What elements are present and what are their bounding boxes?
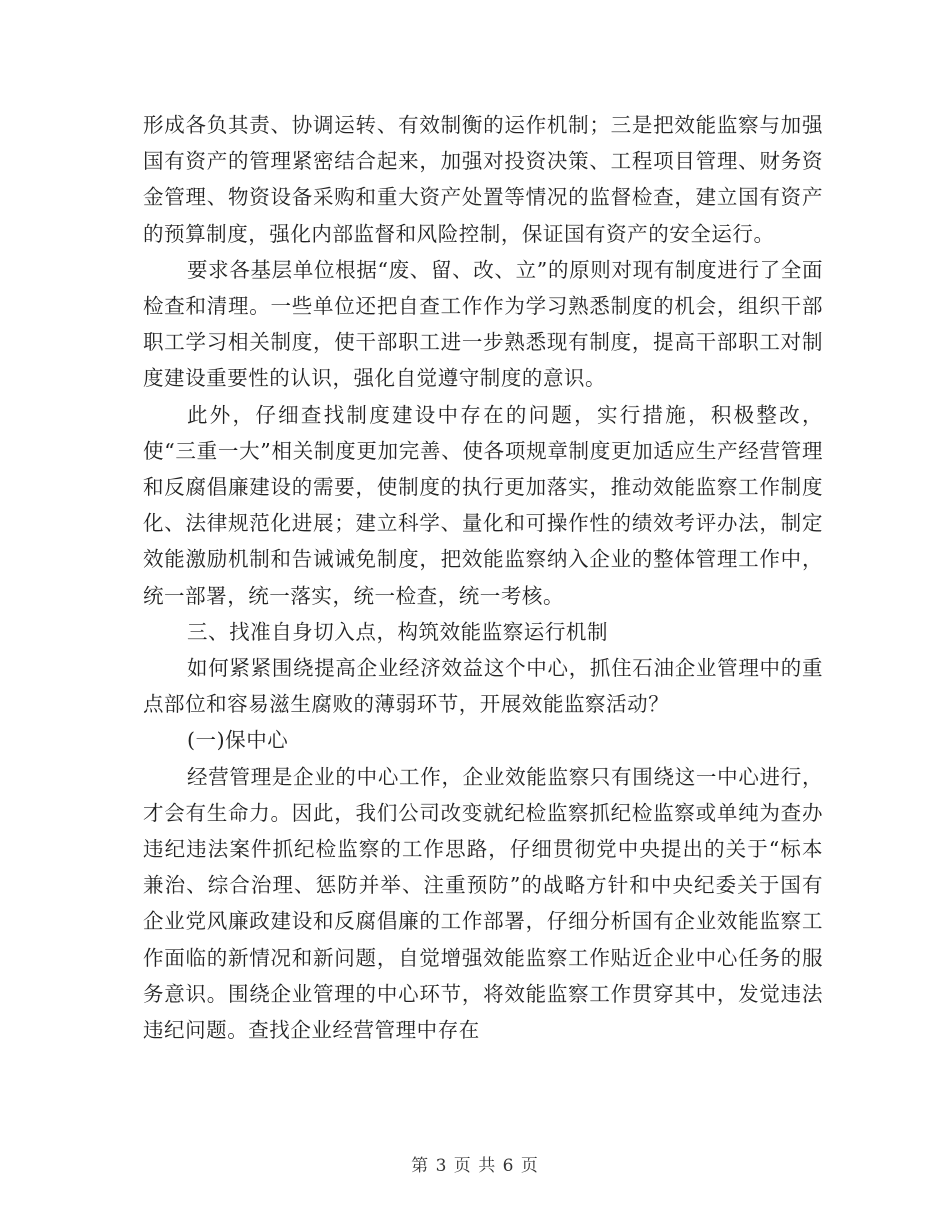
subsection-heading: (一)保中心	[187, 728, 289, 753]
section-heading: 三、找准自身切入点，构筑效能监察运行机制	[187, 619, 608, 644]
page-number-footer: 第 3 页 共 6 页	[411, 1156, 539, 1176]
document-body	[143, 107, 823, 1048]
paragraph-business-management: 经营管理是企业的中心工作，企业效能监察只有围绕这一中心进行，才会有生命力。因此，我们公司改变就纪检监察抓纪检监察或单纯为查办违纪违法案件抓纪检监察的工作思路，仔细贯彻党中央提出的关于“标本兼治、综合治理、惩防并举、注重预防”的战略方针和中央纪委关于国有企业党风廉政建设和反腐倡廉的工作部署，仔细分析国有企业效能监察工作面临的新情况和新问题，自觉增强效能监察工作贴近企业中心任务的服务意识。围绕企业管理的中心环节，将效能监察工作贯穿其中，发觉违法违纪问题。查找企业经营管理中存在	[143, 764, 823, 1043]
paragraph-system-review: 要求各基层单位根据“废、留、改、立”的原则对现有制度进行了全面检查和清理。一些单位还把自查工作作为学习熟悉制度的机会，组织干部职工学习相关制度，使干部职工进一步熟悉现有制度，提高干部职工对制度建设重要性的认识，强化自觉遵守制度的意识。	[143, 257, 823, 391]
paragraph-continuation: 形成各负其责、协调运转、有效制衡的运作机制；三是把效能监察与加强国有资产的管理紧密结合起来，加强对投资决策、工程项目管理、财务资金管理、物资设备采购和重大资产处置等情况的监督检查，建立国有资产的预算制度，强化内部监督和风险控制，保证国有资产的安全运行。	[143, 113, 823, 246]
paragraph-question: 如何紧紧围绕提高企业经济效益这个中心，抓住石油企业管理中的重点部位和容易滋生腐败的薄弱环节，开展效能监察活动？	[143, 656, 823, 717]
paragraph-rectification: 此外，仔细查找制度建设中存在的问题，实行措施，积极整改，使“三重一大”相关制度更加完善、使各项规章制度更加适应生产经营管理和反腐倡廉建设的需要，使制度的执行更加落实，推动效能监察工作制度化、法律规范化进展；建立科学、量化和可操作性的绩效考评办法，制定效能激励机制和告诫诫免制度，把效能监察纳入企业的整体管理工作中，统一部署，统一落实，统一检查，统一考核。	[143, 402, 823, 608]
